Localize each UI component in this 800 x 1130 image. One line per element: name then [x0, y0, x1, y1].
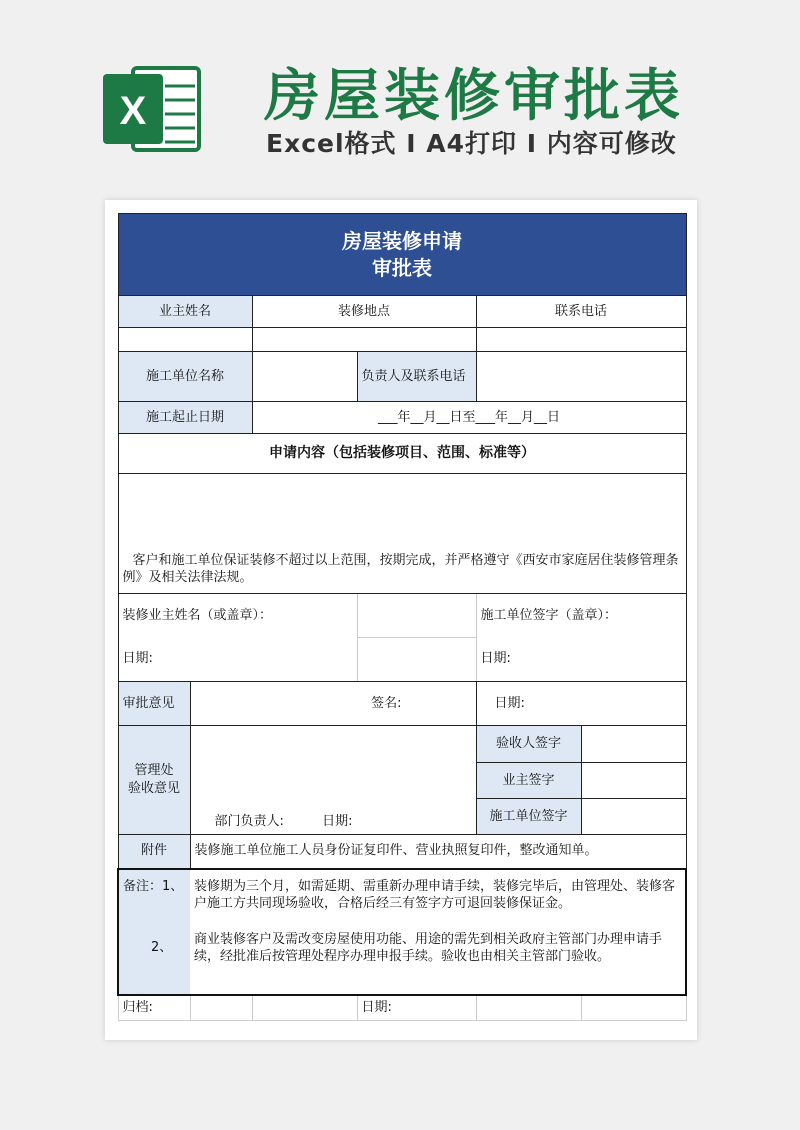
- archive-blank-2: [581, 995, 686, 1021]
- phone-label: 联系电话: [476, 296, 686, 328]
- attachment-label: 附件: [118, 835, 190, 869]
- owner-sign-field[interactable]: [357, 594, 476, 638]
- owner-sign-date: 日期:: [118, 638, 357, 682]
- guarantee-text: 客户和施工单位保证装修不超过以上范围，按期完成，并严格遵守《西安市家庭居住装修管理条例》及相关法律法规。: [122, 552, 679, 586]
- owner-sign-label-2: 业主签字: [476, 763, 581, 799]
- site-label: 装修地点: [252, 296, 476, 328]
- page-title: 房屋装修审批表: [264, 64, 684, 129]
- archive-label: 归档:: [118, 995, 190, 1021]
- approval-signature: 签名:: [190, 682, 476, 726]
- period-field[interactable]: ___年__月__日至___年__月__日: [252, 402, 686, 434]
- content-heading: 申请内容（包括装修项目、范围、标准等）: [118, 434, 686, 474]
- approval-date: 日期:: [476, 682, 686, 726]
- contractor-sign-date: 日期:: [476, 638, 686, 682]
- mgmt-opinion-area[interactable]: [190, 726, 476, 835]
- remark-2: 商业装修客户及需改变房屋使用功能、用途的需先到相关政府主管部门办理申请手续，经批准后按管理处程序办理申报手续。验收也由相关主管部门验收。: [194, 931, 663, 965]
- approval-label: 审批意见: [118, 682, 190, 726]
- remarks-label-cell: [118, 869, 190, 995]
- remark-2-number: 2、: [151, 940, 173, 956]
- owner-sign-field-2[interactable]: [581, 763, 686, 799]
- manager-label: 负责人及联系电话: [357, 352, 476, 402]
- application-content-area[interactable]: [118, 474, 686, 594]
- contractor-sign-field-2[interactable]: [581, 799, 686, 835]
- site-field[interactable]: [252, 328, 476, 352]
- owner-sign-date-field[interactable]: [357, 638, 476, 682]
- period-label: 施工起止日期: [118, 402, 252, 434]
- contractor-sign-label-2: 施工单位签字: [476, 799, 581, 835]
- page-subtitle: Excel格式 I A4打印 I 内容可修改: [266, 129, 677, 158]
- owner-name-label: 业主姓名: [118, 296, 252, 328]
- owner-sign-label: 装修业主姓名（或盖章）：: [118, 594, 357, 638]
- remarks-label: 备注：1、: [123, 878, 184, 894]
- dept-head-label: 部门负责人:: [214, 814, 284, 830]
- phone-field[interactable]: [476, 328, 686, 352]
- mgmt-inspection-label: 管理处 验收意见: [118, 726, 190, 835]
- approval-form: [117, 213, 687, 1021]
- dept-date-label: 日期:: [322, 814, 353, 830]
- inspector-sign-field[interactable]: [581, 726, 686, 763]
- attachment-text: 装修施工单位施工人员身份证复印件、营业执照复印件，整改通知单。: [190, 835, 686, 869]
- archive-date-field[interactable]: [476, 995, 581, 1021]
- inspector-sign-label: 验收人签字: [476, 726, 581, 763]
- remarks-text-cell: [190, 869, 686, 995]
- remark-1: 装修期为三个月，如需延期、需重新办理申请手续，装修完毕后，由管理处、装修客户施工方共同现场验收，合格后经三有签字方可退回装修保证金。: [194, 878, 676, 912]
- archive-blank: [252, 995, 357, 1021]
- contractor-field[interactable]: [252, 352, 357, 402]
- excel-logo-icon: [103, 60, 203, 158]
- owner-name-field[interactable]: [118, 328, 252, 352]
- svg-text:X: X: [119, 89, 147, 133]
- archive-field[interactable]: [190, 995, 252, 1021]
- contractor-label: 施工单位名称: [118, 352, 252, 402]
- form-title: 房屋装修申请 审批表: [118, 214, 686, 296]
- archive-date-label: 日期:: [357, 995, 476, 1021]
- manager-field[interactable]: [476, 352, 686, 402]
- contractor-sign-label: 施工单位签字（盖章）：: [476, 594, 686, 638]
